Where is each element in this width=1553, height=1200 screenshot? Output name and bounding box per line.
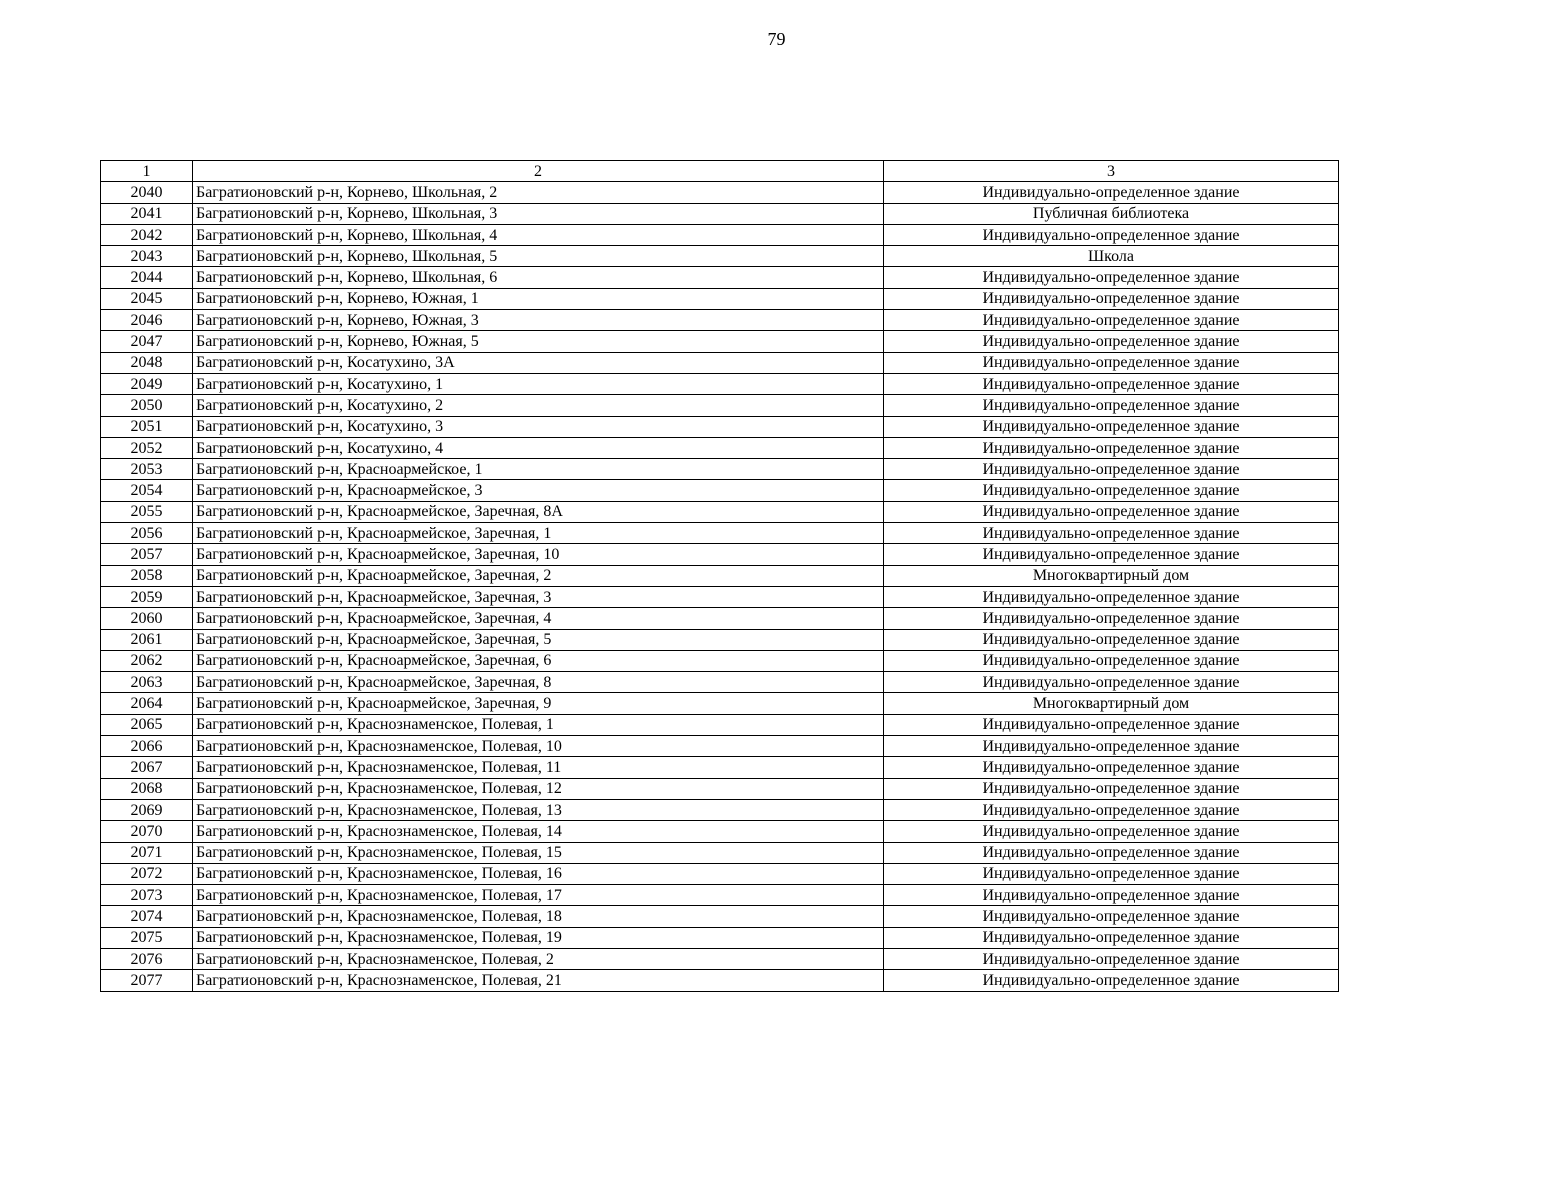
table-row bbox=[101, 629, 1339, 650]
address-cell: Багратионовский р-н, Корнево, Школьная, 5 bbox=[193, 246, 884, 267]
row-number-cell: 2053 bbox=[101, 459, 193, 480]
row-number-cell: 2063 bbox=[101, 672, 193, 693]
building-type-cell: Индивидуально-определенное здание bbox=[884, 736, 1339, 757]
table-row bbox=[101, 586, 1339, 607]
row-number-cell: 2074 bbox=[101, 906, 193, 927]
row-number-cell: 2077 bbox=[101, 970, 193, 991]
table-row bbox=[101, 693, 1339, 714]
table-row bbox=[101, 608, 1339, 629]
building-type-cell: Многоквартирный дом bbox=[884, 565, 1339, 586]
table-row bbox=[101, 523, 1339, 544]
building-type-cell: Индивидуально-определенное здание bbox=[884, 927, 1339, 948]
row-number-cell: 2047 bbox=[101, 331, 193, 352]
row-number-cell: 2066 bbox=[101, 736, 193, 757]
table-row bbox=[101, 906, 1339, 927]
address-cell: Багратионовский р-н, Краснознаменское, Полевая, 19 bbox=[193, 927, 884, 948]
building-type-cell: Индивидуально-определенное здание bbox=[884, 842, 1339, 863]
address-cell: Багратионовский р-н, Красноармейское, Заречная, 8А bbox=[193, 501, 884, 522]
address-cell: Багратионовский р-н, Красноармейское, Заречная, 4 bbox=[193, 608, 884, 629]
address-cell: Багратионовский р-н, Красноармейское, Заречная, 8 bbox=[193, 672, 884, 693]
row-number-cell: 2052 bbox=[101, 437, 193, 458]
building-type-cell: Индивидуально-определенное здание bbox=[884, 310, 1339, 331]
building-type-cell: Индивидуально-определенное здание bbox=[884, 821, 1339, 842]
table-row bbox=[101, 395, 1339, 416]
address-cell: Багратионовский р-н, Корнево, Школьная, 4 bbox=[193, 224, 884, 245]
table-row bbox=[101, 267, 1339, 288]
table-row bbox=[101, 778, 1339, 799]
table-row bbox=[101, 246, 1339, 267]
address-cell: Багратионовский р-н, Краснознаменское, Полевая, 1 bbox=[193, 714, 884, 735]
table-row bbox=[101, 459, 1339, 480]
building-type-cell: Индивидуально-определенное здание bbox=[884, 182, 1339, 203]
building-type-cell: Индивидуально-определенное здание bbox=[884, 437, 1339, 458]
header-row bbox=[101, 161, 1339, 182]
table-row bbox=[101, 288, 1339, 309]
address-cell: Багратионовский р-н, Красноармейское, Заречная, 6 bbox=[193, 650, 884, 671]
building-type-cell: Индивидуально-определенное здание bbox=[884, 416, 1339, 437]
row-number-cell: 2068 bbox=[101, 778, 193, 799]
table-row bbox=[101, 203, 1339, 224]
table-row bbox=[101, 736, 1339, 757]
address-cell: Багратионовский р-н, Красноармейское, Заречная, 5 bbox=[193, 629, 884, 650]
table-row bbox=[101, 650, 1339, 671]
building-type-cell: Индивидуально-определенное здание bbox=[884, 288, 1339, 309]
table-row bbox=[101, 373, 1339, 394]
table-row bbox=[101, 565, 1339, 586]
row-number-cell: 2056 bbox=[101, 523, 193, 544]
address-cell: Багратионовский р-н, Краснознаменское, Полевая, 15 bbox=[193, 842, 884, 863]
address-cell: Багратионовский р-н, Красноармейское, Заречная, 2 bbox=[193, 565, 884, 586]
table-body bbox=[101, 182, 1339, 991]
building-type-cell: Многоквартирный дом bbox=[884, 693, 1339, 714]
table-row bbox=[101, 863, 1339, 884]
building-type-cell: Индивидуально-определенное здание bbox=[884, 608, 1339, 629]
address-cell: Багратионовский р-н, Краснознаменское, Полевая, 21 bbox=[193, 970, 884, 991]
building-type-cell: Индивидуально-определенное здание bbox=[884, 650, 1339, 671]
address-cell: Багратионовский р-н, Краснознаменское, Полевая, 2 bbox=[193, 948, 884, 969]
building-type-cell: Индивидуально-определенное здание bbox=[884, 885, 1339, 906]
table-row bbox=[101, 416, 1339, 437]
building-type-cell: Индивидуально-определенное здание bbox=[884, 757, 1339, 778]
address-cell: Багратионовский р-н, Косатухино, 4 bbox=[193, 437, 884, 458]
address-cell: Багратионовский р-н, Красноармейское, 3 bbox=[193, 480, 884, 501]
table-row bbox=[101, 501, 1339, 522]
header-cell-2: 2 bbox=[193, 161, 884, 182]
row-number-cell: 2071 bbox=[101, 842, 193, 863]
building-type-cell: Индивидуально-определенное здание bbox=[884, 629, 1339, 650]
address-cell: Багратионовский р-н, Косатухино, 2 bbox=[193, 395, 884, 416]
row-number-cell: 2048 bbox=[101, 352, 193, 373]
table-row bbox=[101, 672, 1339, 693]
table-row bbox=[101, 331, 1339, 352]
row-number-cell: 2067 bbox=[101, 757, 193, 778]
building-type-cell: Индивидуально-определенное здание bbox=[884, 501, 1339, 522]
row-number-cell: 2045 bbox=[101, 288, 193, 309]
row-number-cell: 2049 bbox=[101, 373, 193, 394]
address-cell: Багратионовский р-н, Косатухино, 3А bbox=[193, 352, 884, 373]
table-row bbox=[101, 480, 1339, 501]
table-row bbox=[101, 714, 1339, 735]
row-number-cell: 2054 bbox=[101, 480, 193, 501]
row-number-cell: 2064 bbox=[101, 693, 193, 714]
address-cell: Багратионовский р-н, Красноармейское, Заречная, 1 bbox=[193, 523, 884, 544]
address-cell: Багратионовский р-н, Красноармейское, Заречная, 3 bbox=[193, 586, 884, 607]
table-row bbox=[101, 224, 1339, 245]
table-row bbox=[101, 544, 1339, 565]
header-cell-3: 3 bbox=[884, 161, 1339, 182]
row-number-cell: 2070 bbox=[101, 821, 193, 842]
table-row bbox=[101, 182, 1339, 203]
building-type-cell: Индивидуально-определенное здание bbox=[884, 373, 1339, 394]
table-row bbox=[101, 885, 1339, 906]
row-number-cell: 2051 bbox=[101, 416, 193, 437]
table-row bbox=[101, 799, 1339, 820]
row-number-cell: 2075 bbox=[101, 927, 193, 948]
row-number-cell: 2062 bbox=[101, 650, 193, 671]
address-cell: Багратионовский р-н, Косатухино, 1 bbox=[193, 373, 884, 394]
registry-table bbox=[100, 160, 1339, 992]
building-type-cell: Индивидуально-определенное здание bbox=[884, 224, 1339, 245]
row-number-cell: 2040 bbox=[101, 182, 193, 203]
address-cell: Багратионовский р-н, Корнево, Школьная, 6 bbox=[193, 267, 884, 288]
building-type-cell: Индивидуально-определенное здание bbox=[884, 480, 1339, 501]
row-number-cell: 2044 bbox=[101, 267, 193, 288]
building-type-cell: Индивидуально-определенное здание bbox=[884, 778, 1339, 799]
table-row bbox=[101, 927, 1339, 948]
address-cell: Багратионовский р-н, Корнево, Школьная, 3 bbox=[193, 203, 884, 224]
address-cell: Багратионовский р-н, Корнево, Школьная, 2 bbox=[193, 182, 884, 203]
page-number: 79 bbox=[767, 29, 786, 49]
building-type-cell: Индивидуально-определенное здание bbox=[884, 267, 1339, 288]
row-number-cell: 2061 bbox=[101, 629, 193, 650]
address-cell: Багратионовский р-н, Краснознаменское, Полевая, 12 bbox=[193, 778, 884, 799]
table-row bbox=[101, 437, 1339, 458]
address-cell: Багратионовский р-н, Краснознаменское, Полевая, 11 bbox=[193, 757, 884, 778]
address-cell: Багратионовский р-н, Косатухино, 3 bbox=[193, 416, 884, 437]
building-type-cell: Индивидуально-определенное здание bbox=[884, 544, 1339, 565]
address-cell: Багратионовский р-н, Краснознаменское, Полевая, 10 bbox=[193, 736, 884, 757]
building-type-cell: Индивидуально-определенное здание bbox=[884, 523, 1339, 544]
row-number-cell: 2069 bbox=[101, 799, 193, 820]
building-type-cell: Публичная библиотека bbox=[884, 203, 1339, 224]
row-number-cell: 2055 bbox=[101, 501, 193, 522]
building-type-cell: Индивидуально-определенное здание bbox=[884, 395, 1339, 416]
table-row bbox=[101, 352, 1339, 373]
building-type-cell: Индивидуально-определенное здание bbox=[884, 863, 1339, 884]
table-row bbox=[101, 821, 1339, 842]
building-type-cell: Индивидуально-определенное здание bbox=[884, 586, 1339, 607]
row-number-cell: 2050 bbox=[101, 395, 193, 416]
address-cell: Багратионовский р-н, Краснознаменское, Полевая, 18 bbox=[193, 906, 884, 927]
building-type-cell: Индивидуально-определенное здание bbox=[884, 948, 1339, 969]
address-cell: Багратионовский р-н, Корнево, Южная, 5 bbox=[193, 331, 884, 352]
building-type-cell: Индивидуально-определенное здание bbox=[884, 331, 1339, 352]
row-number-cell: 2073 bbox=[101, 885, 193, 906]
table-row bbox=[101, 310, 1339, 331]
header-cell-1: 1 bbox=[101, 161, 193, 182]
table-row bbox=[101, 757, 1339, 778]
building-type-cell: Индивидуально-определенное здание bbox=[884, 352, 1339, 373]
address-cell: Багратионовский р-н, Краснознаменское, Полевая, 14 bbox=[193, 821, 884, 842]
row-number-cell: 2076 bbox=[101, 948, 193, 969]
address-cell: Багратионовский р-н, Краснознаменское, Полевая, 17 bbox=[193, 885, 884, 906]
row-number-cell: 2041 bbox=[101, 203, 193, 224]
table-row bbox=[101, 948, 1339, 969]
building-type-cell: Индивидуально-определенное здание bbox=[884, 714, 1339, 735]
building-type-cell: Индивидуально-определенное здание bbox=[884, 459, 1339, 480]
table-header bbox=[101, 161, 1339, 182]
row-number-cell: 2057 bbox=[101, 544, 193, 565]
row-number-cell: 2059 bbox=[101, 586, 193, 607]
row-number-cell: 2072 bbox=[101, 863, 193, 884]
table-row bbox=[101, 842, 1339, 863]
address-cell: Багратионовский р-н, Корнево, Южная, 3 bbox=[193, 310, 884, 331]
building-type-cell: Школа bbox=[884, 246, 1339, 267]
row-number-cell: 2058 bbox=[101, 565, 193, 586]
row-number-cell: 2042 bbox=[101, 224, 193, 245]
row-number-cell: 2043 bbox=[101, 246, 193, 267]
address-cell: Багратионовский р-н, Краснознаменское, Полевая, 13 bbox=[193, 799, 884, 820]
address-cell: Багратионовский р-н, Красноармейское, Заречная, 9 bbox=[193, 693, 884, 714]
table-row bbox=[101, 970, 1339, 991]
address-cell: Багратионовский р-н, Красноармейское, 1 bbox=[193, 459, 884, 480]
address-cell: Багратионовский р-н, Красноармейское, Заречная, 10 bbox=[193, 544, 884, 565]
address-cell: Багратионовский р-н, Краснознаменское, Полевая, 16 bbox=[193, 863, 884, 884]
building-type-cell: Индивидуально-определенное здание bbox=[884, 970, 1339, 991]
row-number-cell: 2046 bbox=[101, 310, 193, 331]
building-type-cell: Индивидуально-определенное здание bbox=[884, 906, 1339, 927]
address-cell: Багратионовский р-н, Корнево, Южная, 1 bbox=[193, 288, 884, 309]
building-type-cell: Индивидуально-определенное здание bbox=[884, 799, 1339, 820]
building-type-cell: Индивидуально-определенное здание bbox=[884, 672, 1339, 693]
row-number-cell: 2065 bbox=[101, 714, 193, 735]
row-number-cell: 2060 bbox=[101, 608, 193, 629]
